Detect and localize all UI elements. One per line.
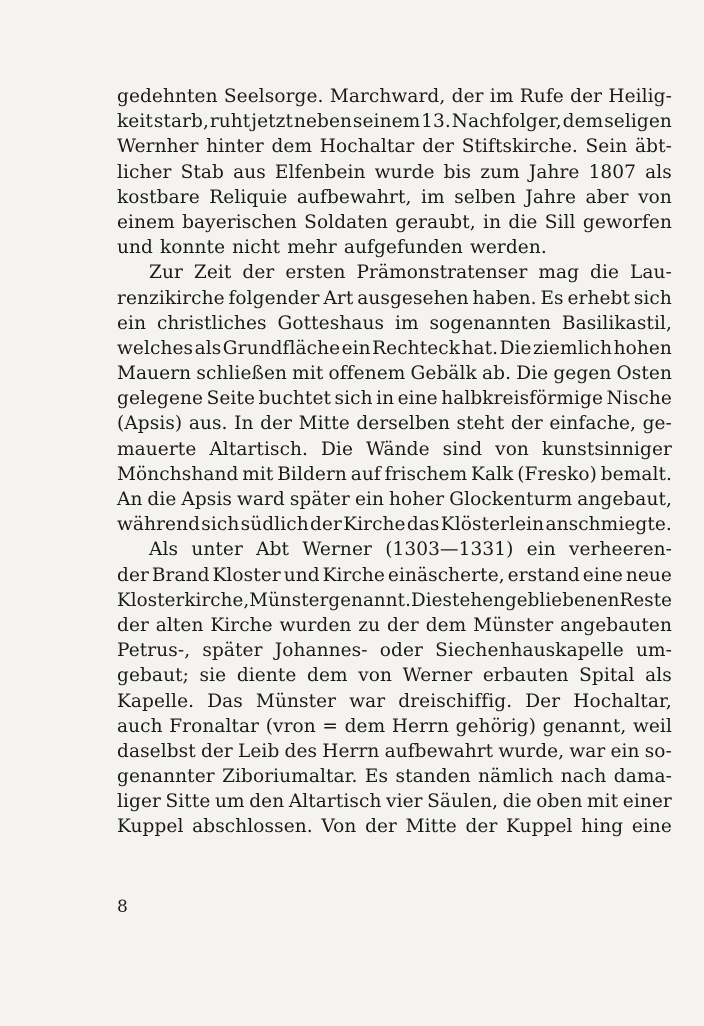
word: bayerischen xyxy=(182,211,297,233)
word: licher xyxy=(117,161,172,183)
word: renzikirche xyxy=(117,287,225,309)
word: in xyxy=(483,211,502,233)
word: Münster xyxy=(473,614,554,636)
word: Die xyxy=(321,438,353,460)
word: ausgesehen xyxy=(357,287,469,309)
word: Basilikastil, xyxy=(561,312,672,334)
word: Jahre xyxy=(525,186,577,208)
word: ein xyxy=(354,489,385,510)
word: genannter xyxy=(117,766,215,788)
word: ein xyxy=(610,740,640,762)
word: Lau- xyxy=(630,262,672,284)
word: der xyxy=(117,614,149,636)
word: Apsis xyxy=(181,489,232,510)
word: die xyxy=(147,489,177,510)
text-line xyxy=(117,563,672,588)
word: Als xyxy=(149,539,179,561)
word: = xyxy=(322,715,338,737)
text-line xyxy=(117,84,672,109)
word: der xyxy=(570,86,603,107)
word: aus. xyxy=(188,413,228,435)
word: neben xyxy=(293,111,353,133)
word: ruht xyxy=(209,111,251,133)
text-line xyxy=(117,739,672,764)
word: der xyxy=(200,740,233,762)
word: eine xyxy=(631,816,672,838)
word: der xyxy=(510,413,543,435)
word: dreischiffig. xyxy=(398,690,513,712)
word: und xyxy=(283,564,320,586)
text-line xyxy=(117,537,672,562)
word: ersten xyxy=(285,262,346,284)
word: Nische xyxy=(606,388,672,410)
text-line xyxy=(117,235,672,260)
word: derselben xyxy=(356,413,450,435)
word: Klosterkirche, xyxy=(117,589,250,611)
word: folgender xyxy=(228,287,320,309)
word: jetzt xyxy=(251,111,294,133)
word: im xyxy=(421,186,445,208)
word: bemalt. xyxy=(600,463,672,485)
word: den xyxy=(249,791,285,813)
word: schließen xyxy=(196,363,288,385)
word: einer xyxy=(622,791,672,813)
word: Werner xyxy=(402,665,473,687)
text-line xyxy=(117,487,672,512)
word: 1807 xyxy=(588,161,637,183)
word: ab. xyxy=(482,363,512,385)
word: war xyxy=(569,740,606,762)
word: Sitte xyxy=(165,791,211,813)
word: Marchward, xyxy=(329,86,446,107)
word: verheeren- xyxy=(568,539,672,561)
word: selben xyxy=(454,186,516,208)
word: zum xyxy=(480,161,520,183)
word: Art xyxy=(323,287,354,309)
word: (Apsis) xyxy=(117,413,183,435)
word: um xyxy=(214,791,245,813)
word: die xyxy=(508,211,538,233)
word: werden. xyxy=(469,237,547,259)
text-line xyxy=(117,689,672,714)
word: aber xyxy=(585,186,629,208)
word: Osten xyxy=(616,363,672,385)
word: Grundfläche xyxy=(222,337,341,359)
text-line xyxy=(117,260,672,285)
word: Fronaltar xyxy=(169,715,260,737)
text-line xyxy=(117,663,672,688)
word: weil xyxy=(632,715,672,737)
word: Jahre xyxy=(528,161,580,183)
word: Gebälk xyxy=(410,363,477,385)
word: (1303—1331) xyxy=(385,539,514,561)
word: steht xyxy=(456,413,505,435)
word: Mitte xyxy=(405,816,457,838)
word: Mönchshand xyxy=(117,463,239,485)
word: als xyxy=(645,161,672,183)
word: dem xyxy=(562,111,604,133)
word: Es xyxy=(364,766,389,788)
word: gedehnten xyxy=(117,86,218,107)
word: südlich xyxy=(240,514,309,536)
word: ziemlich xyxy=(533,337,613,359)
word: Spital xyxy=(579,665,635,687)
word: frischem xyxy=(384,463,468,485)
word: wurden xyxy=(279,614,352,636)
word: so- xyxy=(644,740,672,762)
word: eine xyxy=(582,564,623,586)
word: Gotteshaus xyxy=(277,312,385,334)
word: Münster xyxy=(255,690,337,712)
word: mit xyxy=(242,463,274,485)
word: gebaut; xyxy=(117,665,189,687)
text-line xyxy=(117,638,672,663)
word: Mitte xyxy=(298,413,350,435)
word: mit xyxy=(292,363,324,385)
word: Wände xyxy=(365,438,430,460)
word: auch xyxy=(117,715,163,737)
word: (Fresko) xyxy=(517,463,597,485)
word: von xyxy=(495,438,529,460)
word: Säulen, xyxy=(427,791,499,813)
word: die xyxy=(590,262,620,284)
word: genannt, xyxy=(542,715,627,737)
word: sich xyxy=(201,514,240,536)
word: hinter xyxy=(206,136,264,158)
word: Ziboriumaltar. xyxy=(222,766,358,788)
text-line xyxy=(117,764,672,789)
word: Es xyxy=(540,287,564,309)
word: Die xyxy=(516,363,549,385)
word: eine xyxy=(397,388,438,410)
word: die xyxy=(502,791,532,813)
word: Reste xyxy=(619,589,673,611)
word: der xyxy=(365,816,397,838)
word: ein xyxy=(526,539,556,561)
word: dem xyxy=(271,136,313,158)
word: gehörig) xyxy=(455,715,537,737)
word: In xyxy=(234,413,254,435)
word: Zeit xyxy=(193,262,232,284)
word: hoher xyxy=(388,489,445,510)
word: geraubt, xyxy=(395,211,476,233)
word: des xyxy=(284,740,318,762)
word: oben xyxy=(536,791,583,813)
word: Die xyxy=(410,589,443,611)
text-line xyxy=(117,714,672,739)
text-line xyxy=(117,789,672,814)
word: nach xyxy=(560,766,607,788)
word: erbauten xyxy=(482,665,569,687)
word: Kirche xyxy=(343,514,406,536)
word: als xyxy=(194,337,222,359)
word: Glockenturm xyxy=(449,489,573,510)
word: Zur xyxy=(149,262,183,284)
word: mit xyxy=(587,791,619,813)
word: um- xyxy=(635,640,672,662)
text-line xyxy=(117,286,672,311)
word: Altartisch. xyxy=(209,438,309,460)
word: Kalk xyxy=(471,463,514,485)
word: Das xyxy=(207,690,243,712)
word: alten xyxy=(155,614,204,636)
word: Stiftskirche. xyxy=(461,136,578,158)
word: buchtet xyxy=(258,388,332,410)
word: ein xyxy=(117,312,147,334)
word: Kapelle. xyxy=(117,690,195,712)
body-text xyxy=(117,84,672,840)
word: oder xyxy=(379,640,423,662)
word: bis xyxy=(443,161,472,183)
word: Werner xyxy=(302,539,372,561)
text-line xyxy=(117,613,672,638)
text-line xyxy=(117,462,672,487)
word: war xyxy=(349,690,386,712)
word: hat. xyxy=(461,337,499,359)
word: haben. xyxy=(472,287,537,309)
word: Elfenbein xyxy=(274,161,366,183)
text-line xyxy=(117,160,672,185)
word: hohen xyxy=(613,337,672,359)
word: nämlich xyxy=(478,766,554,788)
word: Kirche xyxy=(210,614,273,636)
word: Kloster xyxy=(212,564,281,586)
word: nicht xyxy=(232,237,281,259)
word: auf xyxy=(350,463,381,485)
word: Münster xyxy=(249,589,329,611)
word: zu xyxy=(358,614,381,636)
word: welches xyxy=(117,337,194,359)
word: sich xyxy=(334,388,373,410)
word: unter xyxy=(191,539,243,561)
word: Sein xyxy=(585,136,628,158)
word: Leib xyxy=(238,740,280,762)
word: der xyxy=(260,413,293,435)
word: einem xyxy=(117,211,175,233)
word: Reliquie xyxy=(209,186,288,208)
word: Stab xyxy=(180,161,224,183)
word: der xyxy=(422,136,455,158)
word: hing xyxy=(581,816,624,838)
word: Hochaltar, xyxy=(573,690,672,712)
word: halbkreisförmige xyxy=(441,388,603,410)
word: mag xyxy=(538,262,580,284)
text-line xyxy=(117,814,672,839)
word: daselbst xyxy=(117,740,196,762)
word: später xyxy=(202,640,263,662)
word: neue xyxy=(625,564,672,586)
word: liger xyxy=(117,791,161,813)
word: abschlossen. xyxy=(192,816,313,838)
text-line xyxy=(117,336,672,361)
text-line xyxy=(117,361,672,386)
word: das xyxy=(406,514,440,536)
word: Nachfolger, xyxy=(451,111,562,133)
word: Prämonstratenser xyxy=(356,262,528,284)
word: dama- xyxy=(613,766,672,788)
text-line xyxy=(117,109,672,134)
word: Altartisch xyxy=(288,791,382,813)
word: seinem xyxy=(352,111,421,133)
word: äbt- xyxy=(635,136,672,158)
word: sich xyxy=(633,287,672,309)
word: von xyxy=(638,186,672,208)
word: angebaut, xyxy=(577,489,672,510)
word: standen xyxy=(395,766,471,788)
word: Mauern xyxy=(117,363,192,385)
text-line xyxy=(117,411,672,436)
word: diente xyxy=(236,665,297,687)
word: sogenannten xyxy=(429,312,552,334)
word: erstand xyxy=(507,564,580,586)
word: einfache, xyxy=(549,413,636,435)
word: Der xyxy=(525,690,561,712)
word: mehr xyxy=(287,237,337,259)
word: Rufe xyxy=(519,86,564,107)
word: angebauten xyxy=(560,614,672,636)
word: genannt. xyxy=(328,589,411,611)
text-line xyxy=(117,210,672,235)
word: Seite xyxy=(206,388,256,410)
word: der xyxy=(451,86,484,107)
word: der xyxy=(242,262,275,284)
word: Siechenhauskapelle xyxy=(435,640,624,662)
text-line xyxy=(117,311,672,336)
word: aufbewahrt, xyxy=(296,186,412,208)
word: der xyxy=(386,614,419,636)
word: Rechteck xyxy=(372,337,461,359)
word: 13. xyxy=(421,111,451,133)
word: als xyxy=(645,665,672,687)
word: konnte xyxy=(159,237,226,259)
word: im xyxy=(489,86,514,107)
text-line xyxy=(117,185,672,210)
word: kostbare xyxy=(117,186,200,208)
word: offenem xyxy=(328,363,406,385)
word: Kirche xyxy=(322,564,385,586)
word: Brand xyxy=(151,564,210,586)
word: Kuppel xyxy=(506,816,573,838)
word: Kuppel xyxy=(117,816,184,838)
text-line xyxy=(117,386,672,411)
word: gelegene xyxy=(117,388,204,410)
word: später xyxy=(289,489,351,510)
word: christliches xyxy=(156,312,267,334)
word: starb, xyxy=(153,111,209,133)
word: aufgefunden xyxy=(343,237,463,259)
word: Soldaten xyxy=(304,211,388,233)
word: Bildern xyxy=(277,463,347,485)
word: keit xyxy=(117,111,153,133)
text-line xyxy=(117,512,672,537)
word: dem xyxy=(344,715,386,737)
word: Klösterlein xyxy=(440,514,545,536)
word: erhebt xyxy=(567,287,630,309)
word: Heilig- xyxy=(608,86,672,107)
word: während xyxy=(117,514,201,536)
word: kunstsinniger xyxy=(541,438,672,460)
word: ein xyxy=(341,337,371,359)
word: von xyxy=(358,665,393,687)
page-number: 8 xyxy=(117,897,128,917)
word: Die xyxy=(499,337,532,359)
word: und xyxy=(117,237,153,259)
word: vier xyxy=(386,791,423,813)
word: Sill xyxy=(544,211,576,233)
word: ward xyxy=(236,489,285,510)
word: geworfen xyxy=(582,211,672,233)
word: Wernher xyxy=(117,136,199,158)
word: wurde, xyxy=(498,740,565,762)
word: anschmiegte. xyxy=(545,514,672,536)
word: einäscherte, xyxy=(387,564,505,586)
word: sie xyxy=(199,665,227,687)
word: aus xyxy=(233,161,266,183)
word: sind xyxy=(442,438,483,460)
word: gegen xyxy=(553,363,612,385)
word: seligen xyxy=(604,111,672,133)
word: im xyxy=(394,312,419,334)
text-line xyxy=(117,437,672,462)
word: mauerte xyxy=(117,438,197,460)
word: in xyxy=(376,388,395,410)
word: Von xyxy=(321,816,357,838)
word: Hochaltar xyxy=(319,136,415,158)
word: dem xyxy=(307,665,348,687)
word: Petrus-, xyxy=(117,640,191,662)
text-line xyxy=(117,588,672,613)
word: Abt xyxy=(256,539,290,561)
word: Johannes- xyxy=(274,640,368,662)
word: wurde xyxy=(374,161,435,183)
word: Seelsorge. xyxy=(223,86,324,107)
word: aufbewahrt xyxy=(384,740,494,762)
word: der xyxy=(309,514,342,536)
text-line xyxy=(117,134,672,159)
word: Herrn xyxy=(391,715,449,737)
word: ge- xyxy=(642,413,672,435)
word: (vron xyxy=(265,715,316,737)
word: Herrn xyxy=(322,740,380,762)
word: stehengebliebenen xyxy=(442,589,620,611)
word: der xyxy=(117,564,149,586)
word: An xyxy=(117,489,143,510)
word: dem xyxy=(425,614,467,636)
word: der xyxy=(465,816,498,838)
